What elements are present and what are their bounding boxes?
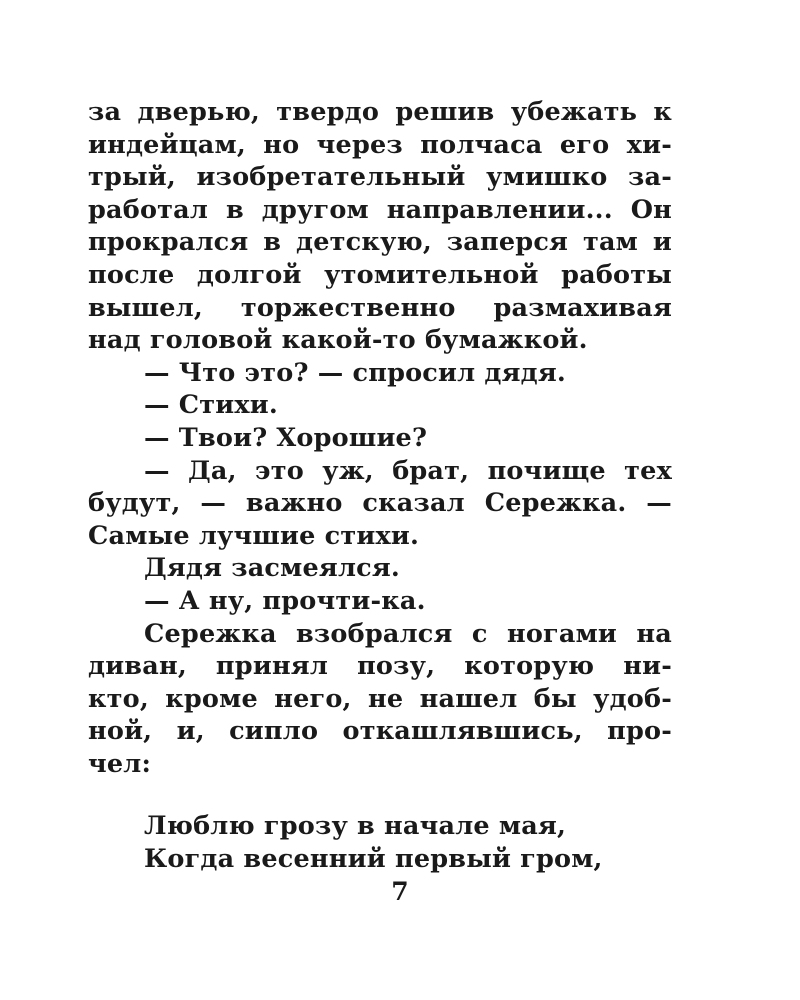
text-line: после долгой утомительной работы [88,259,672,290]
dialogue-line: — Твои? Хорошие? [144,422,428,453]
text-line: индейцам, но через полчаса его хи- [88,129,672,160]
page-number: 7 [391,877,409,906]
dialogue-line: — А ну, прочти-ка. [144,585,426,616]
text-line: ной, и, сипло откашлявшись, про- [88,716,672,747]
page-text [88,96,672,876]
text-line: чел: [88,748,152,779]
poem-line: Люблю грозу в начале мая, [144,811,567,842]
text-line: трый, изобретательный умишко за- [88,162,672,193]
text-line: прокрался в детскую, заперся там и [88,227,672,258]
text-line: кто, кроме него, не нашел бы удоб- [88,683,672,714]
text-line: над головой какой-то бумажкой. [88,325,588,356]
text-line: Дядя засмеялся. [144,553,400,584]
dialogue-line: — Да, это уж, брат, почище тех [144,455,672,486]
dialogue-line: — Что это? — спросил дядя. [144,357,566,388]
text-line: за дверью, твердо решив убежать к [88,97,672,127]
text-line: работал в другом направлении... Он [88,194,672,225]
text-line: Сережка взобрался с ногами на [144,618,672,649]
text-line: диван, принял позу, которую ни- [88,651,672,682]
text-line: будут, — важно сказал Сережка. — [88,488,672,519]
poem-line: Когда весенний первый гром, [144,844,603,875]
dialogue-line: — Стихи. [144,390,278,421]
text-line: вышел, торжественно размахивая [88,292,672,323]
text-line: Самые лучшие стихи. [88,520,420,551]
stanza-gap [88,780,672,810]
